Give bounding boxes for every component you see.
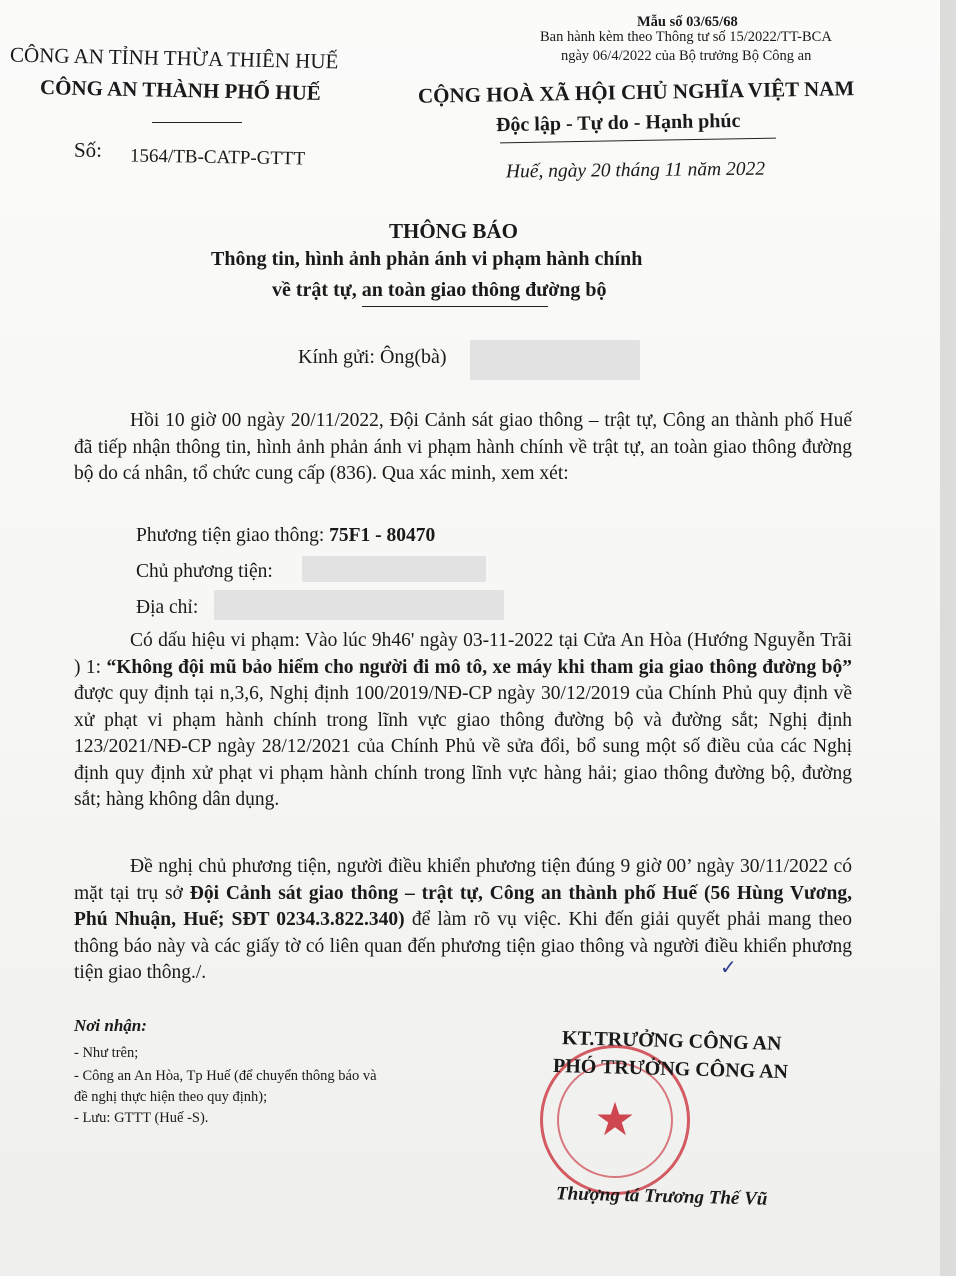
- form-issued-line2: ngày 06/4/2022 của Bộ trưởng Bộ Công an: [561, 48, 812, 64]
- address-label: Địa chỉ:: [136, 597, 199, 618]
- nation-motto: Độc lập - Tự do - Hạnh phúc: [495, 109, 741, 137]
- redacted-address: [214, 590, 504, 620]
- redacted-recipient: [470, 340, 640, 380]
- request-location: Đội Cảnh sát giao thông – trật tự, Công an thành phố Huế (56 Hùng Vương, Phú Nhuận, Huế; SĐT 0234.3.822.340): [74, 882, 852, 930]
- recipient-label: Kính gửi: Ông(bà): [298, 346, 447, 368]
- page-edge: [940, 0, 956, 1276]
- intro-text: Hồi 10 giờ 00 ngày 20/11/2022, Đội Cảnh sát giao thông – trật tự, Công an thành phố Huế đã tiếp nhận thông tin, hình ảnh phản ánh vi phạm hành chính về trật tự, an toàn giao thông đường bộ do cá nhân, tổ chức cung cấp (836). Qua xác minh, xem xét:: [74, 410, 852, 484]
- doc-number-label: Số:: [74, 138, 103, 162]
- intro-paragraph: [74, 408, 852, 488]
- place-date: Huế, ngày 20 tháng 11 năm 2022: [505, 158, 766, 183]
- violation-paragraph: [74, 628, 852, 814]
- violation-text-2: được quy định tại n,3,6, Nghị định 100/2019/NĐ-CP ngày 30/12/2019 của Chính Phủ quy định về xử phạt vi phạm hành chính trong lĩnh vực giao thông đường bộ và đường sắt; Nghị định 123/2021/NĐ-CP ngày 28/12/2021 của Chính Phủ về sửa đổi, bổ sung một số điều của các Nghị định quy định xử phạt vi phạm hành chính trong lĩnh vực hàng hải; giao thông đường bộ, đường sắt; hàng không dân dụng.: [74, 683, 852, 810]
- request-text-1: Đề nghị chủ phương tiện, người điều khiển phương tiện đúng 9 giờ 00’ ngày 30/11/2022 có mặt tại trụ sở: [74, 856, 852, 904]
- vehicle-label: Phương tiện giao thông:: [136, 525, 325, 546]
- document-title: THÔNG BÁO: [389, 219, 518, 243]
- document-subtitle-line1: Thông tin, hình ảnh phản ánh vi phạm hành chính: [211, 248, 643, 270]
- recipients-line1: - Như trên;: [74, 1045, 139, 1061]
- doc-number: 1564/TB-CATP-GTTT: [129, 145, 306, 170]
- signature-title-1: KT.TRƯỞNG CÔNG AN: [561, 1027, 782, 1055]
- motto-underline: [500, 138, 776, 144]
- form-code: Mẫu số 03/65/68: [637, 14, 738, 30]
- recipients-line4: - Lưu: GTTT (Huế -S).: [74, 1110, 209, 1126]
- nation-name: CỘNG HOÀ XÃ HỘI CHỦ NGHĨA VIỆT NAM: [417, 76, 855, 108]
- title-underline: [362, 306, 548, 307]
- agency-underline: [152, 122, 242, 123]
- form-issued-line1: Ban hành kèm theo Thông tư số 15/2022/TT-BCA: [540, 29, 832, 45]
- pen-mark: ✓: [720, 957, 737, 979]
- violation-text-1: Có dấu hiệu vi phạm: Vào lúc 9h46' ngày 03-11-2022 tại Cửa An Hòa (Hướng Nguyễn Trãi ) 1:: [74, 630, 852, 678]
- redacted-owner: [302, 556, 486, 582]
- recipients-heading: Nơi nhận:: [74, 1016, 147, 1035]
- agency-name: CÔNG AN THÀNH PHỐ HUẾ: [39, 75, 322, 105]
- signer-name: Thượng tá Trương Thế Vũ: [555, 1183, 768, 1210]
- vehicle-plate: 75F1 - 80470: [329, 525, 436, 546]
- recipients-line3: đề nghị thực hiện theo quy định);: [74, 1089, 268, 1105]
- recipients-line2: - Công an An Hòa, Tp Huế (để chuyển thông báo và: [74, 1068, 377, 1084]
- document-subtitle-line2: về trật tự, an toàn giao thông đường bộ: [272, 279, 607, 301]
- agency-parent: CÔNG AN TỈNH THỪA THIÊN HUẾ: [9, 42, 339, 74]
- violation-description: “Không đội mũ bảo hiểm cho người đi mô tô, xe máy khi tham gia giao thông đường bộ”: [106, 656, 852, 678]
- request-text-2: để làm rõ vụ việc. Khi đến giải quyết phải mang theo thông báo này và các giấy tờ có liên quan đến phương tiện giao thông và người điều khiển phương tiện giao thông./.: [74, 909, 852, 983]
- vehicle-line: [136, 525, 435, 547]
- owner-label: Chủ phương tiện:: [136, 561, 273, 582]
- signature-title-2: PHÓ TRƯỞNG CÔNG AN: [552, 1054, 789, 1084]
- star-icon: ★: [594, 1094, 636, 1145]
